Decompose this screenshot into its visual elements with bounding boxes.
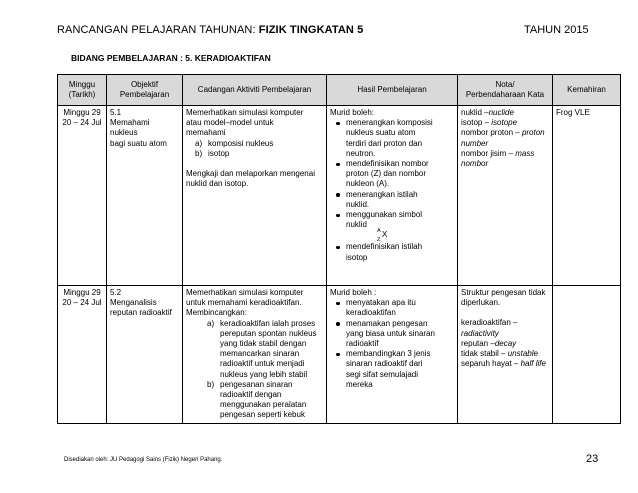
table-row [58, 286, 621, 424]
cell-cadangan: Memerhatikan simulasi komputer atau model–model untuk memahami a) komposisi nukleus b) isotop Mengkaji dan melaporkan mengenai nuklid dan isotop. [183, 106, 327, 286]
header-kemahiran: Kemahiran [553, 75, 621, 106]
list-item: menamakan pengesan yang biasa untuk sinaran radioaktif [346, 319, 454, 350]
learning-area-heading: BIDANG PEMBELAJARAN : 5. KERADIOAKTIFAN [71, 53, 271, 63]
cell-kemahiran [553, 286, 621, 424]
header-title-subject: FIZIK TINGKATAN 5 [258, 24, 364, 36]
cell-objektif: 5.1 Memahami nukleus bagi suatu atom [107, 106, 183, 286]
cell-minggu: Minggu 29 20 – 24 Jul [58, 106, 107, 286]
footer-credit: Disediakan oleh: JU Pedagogi Sains (Fizik) Negeri Pahang. [64, 457, 223, 463]
lesson-plan-table [57, 74, 621, 424]
outcome-list [330, 118, 454, 263]
cell-cadangan: Memerhatikan simulasi komputer untuk memahami keradioaktifan. Membincangkan: a) keradioaktifan ialah proses pereputan spontan nukleus yang tidak stabil dengan memancarkan sinaran radioaktif untuk menjadi nukleus yang lebih stabil b) pengesanan sinaran radioaktif dengan menggunakan peralatan pengesan seperti kebuk [183, 286, 327, 424]
cell-minggu: Minggu 29 20 – 24 Jul [58, 286, 107, 424]
list-item: menyatakan apa itu keradioaktifan [346, 298, 454, 318]
list-item: b) isotop [195, 148, 230, 158]
header-nota: Nota/ Perbendaharaan Kata [458, 75, 553, 106]
list-item: membandingkan 3 jenis sinaran radioaktif dari segi sifat semulajadi mereka [346, 349, 454, 390]
document-header-title [57, 24, 363, 36]
list-item: menerangkan komposisi nukleus suatu atom terdiri dari proton dan neutron. [346, 118, 454, 159]
table-header-row [58, 75, 621, 106]
list-item: menggunakan simbol nuklid A Z X [346, 210, 454, 242]
header-title-prefix: RANCANGAN PELAJARAN TAHUNAN: [57, 24, 256, 36]
cell-hasil: Murid boleh: menerangkan komposisi nukleus suatu atom terdiri dari proton dan neutron. mendefinisikan nombor proton (Z) dan nombor nukleon (A). menerangkan istilah nuklid. menggunakan simbol nuklid A Z X mendefinisikan istilah isotop [327, 106, 458, 286]
page-number: 23 [586, 453, 599, 465]
cell-hasil: Murid boleh : menyatakan apa itu keradioaktifan menamakan pengesan yang biasa untuk sinaran radioaktif membandingkan 3 jenis sinaran radioaktif dari segi sifat semulajadi mereka [327, 286, 458, 424]
header-year: TAHUN 2015 [524, 24, 589, 36]
list-item: b) pengesanan sinaran radioaktif dengan menggunakan peralatan pengesan seperti kebuk [207, 379, 307, 420]
cell-kemahiran: Frog VLE [553, 106, 621, 286]
cell-nota: nuklid –nuclide isotop – isotope nombor proton – proton number nombor jisim – mass nombor [458, 106, 553, 286]
list-item: mendefinisikan nombor proton (Z) dan nombor nukleon (A). [346, 159, 454, 190]
list-item: a) komposisi nukleus [195, 138, 274, 148]
header-objektif: Objektif Pembelajaran [107, 75, 183, 106]
activity-list [186, 319, 323, 421]
outcome-list [330, 298, 454, 390]
list-item: a) keradioaktifan ialah proses pereputan spontan nukleus yang tidak stabil dengan memancarkan sinaran radioaktif untuk menjadi nukleus yang lebih stabil [207, 318, 317, 379]
activity-list [186, 139, 323, 159]
nuclide-symbol: A Z X [377, 228, 388, 244]
cell-objektif: 5.2 Menganalisis reputan radioaktif [107, 286, 183, 424]
header-cadangan: Cadangan Aktiviti Pembelajaran [183, 75, 327, 106]
list-item: menerangkan istilah nuklid. [346, 190, 454, 210]
header-hasil: Hasil Pembelajaran [327, 75, 458, 106]
header-minggu: Minggu (Tarikh) [58, 75, 107, 106]
list-item: mendefinisikan istilah isotop [346, 242, 454, 262]
cell-nota: Struktur pengesan tidak diperlukan. keradioaktifan – radiactivity reputan –decay tidak stabil – unstable separuh hayat – half life [458, 286, 553, 424]
table-row [58, 106, 621, 286]
